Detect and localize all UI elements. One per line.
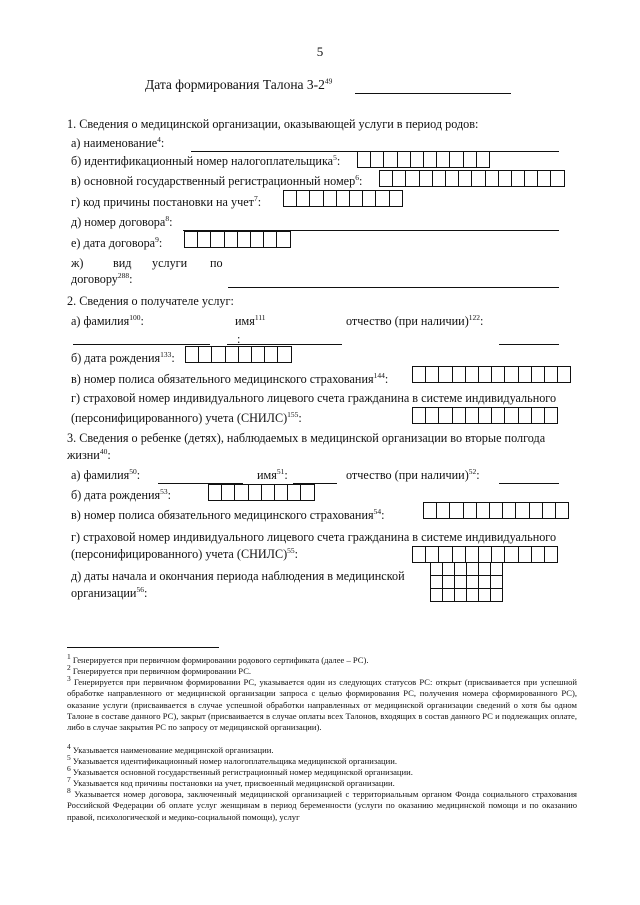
section3-heading-line1: 3. Сведения о ребенке (детях), наблюдаемых в медицинской организации во вторые полгода <box>67 431 546 445</box>
recipient-name-field[interactable] <box>227 344 342 345</box>
ogrn-boxes[interactable] <box>379 170 565 187</box>
inn-label: б) идентификационный номер налогоплательщика$^5$: <box>71 152 341 168</box>
service-type-word-2: вид <box>113 256 132 270</box>
section3-heading-line2: жизни$^{40}$: <box>67 446 111 462</box>
recipient-name-label: имя$^{111}$ <box>235 312 266 328</box>
recipient-policy-label: в) номер полиса обязательного медицинского страхования$^{144}$: <box>71 370 389 386</box>
recipient-snils-label-line1: г) страховой номер индивидуального лицевого счета гражданина в системе индивидуального <box>71 391 557 405</box>
child-snils-boxes[interactable] <box>412 546 558 563</box>
observation-period-label-line1: д) даты начала и окончания периода наблюдения в медицинской <box>71 569 405 583</box>
contract-date-label: е) дата договора$^9$: <box>71 234 163 250</box>
recipient-snils-label-line2: (персонифицированного) учета (СНИЛС)$^{155}$: <box>71 409 302 425</box>
service-type-word-1: ж) <box>71 256 84 270</box>
recipient-birthdate-label: б) дата рождения$^{133}$: <box>71 349 175 365</box>
recipient-surname-field[interactable] <box>73 344 210 345</box>
recipient-patronymic-field[interactable] <box>499 344 559 345</box>
talon-date-label: Дата формирования Талона $3-2^{49}$ <box>145 76 333 92</box>
child-snils-label-line2: (персонифицированного) учета (СНИЛС)$^{55}$: <box>71 545 299 561</box>
footnote-separator <box>67 647 219 648</box>
child-policy-label: в) номер полиса обязательного медицинского страхования$^{54}$: <box>71 506 385 522</box>
org-name-label: а) наименование$^4$: <box>71 134 165 150</box>
observation-period-label-line2: организации$^{56}$: <box>71 584 148 600</box>
recipient-patronymic-label: отчество (при наличии)$^{122}$: <box>346 312 484 328</box>
child-name-label: имя$^{51}$: <box>257 466 288 482</box>
recipient-policy-boxes[interactable] <box>412 366 571 383</box>
section1-heading: 1. Сведения о медицинской организации, оказывающей услуги в период родов: <box>67 117 479 131</box>
service-type-word-3: услуги <box>152 256 188 270</box>
footnote-8: $^8$ Указывается номер договора, заключенный медицинской организацией с территориальным органом Фонда социального страхования Российской Федерации об оплате услуг женщинам в период беременности (услуги по оказанию медицинской помощи и по оказанию правой, психологической и медико-социальной помощи), услуг <box>67 786 577 822</box>
child-snils-label-line1: г) страховой номер индивидуального лицевого счета гражданина в системе индивидуального <box>71 530 557 544</box>
footnote-4: $^4$ Указывается наименование медицинской организации. <box>67 742 274 755</box>
kpp-label: г) код причины постановки на учет$^7$: <box>71 193 262 209</box>
contract-date-boxes[interactable] <box>184 231 291 248</box>
child-birthdate-label: б) дата рождения$^{53}$: <box>71 486 171 502</box>
footnote-5: $^5$ Указывается идентификационный номер налогоплательщика медицинской организации. <box>67 753 397 766</box>
service-type-word-4: по <box>210 256 223 270</box>
contract-number-label: д) номер договора$^8$: <box>71 213 173 229</box>
service-type-field[interactable] <box>228 287 559 288</box>
child-policy-boxes[interactable] <box>423 502 569 519</box>
footnote-6: $^6$ Указывается основной государственный регистрационный номер медицинской организации. <box>67 764 413 777</box>
inn-boxes[interactable] <box>357 151 490 168</box>
ogrn-label: в) основной государственный регистрационный номер$^6$: <box>71 172 363 188</box>
child-patronymic-label: отчество (при наличии)$^{52}$: <box>346 466 480 482</box>
footnote-7: $^7$ Указывается код причины постановки на учет, присвоенный медицинской организации. <box>67 775 395 788</box>
recipient-snils-boxes[interactable] <box>412 407 558 424</box>
service-type-label-line2: договору$^{288}$: <box>71 270 133 286</box>
observation-period-grid[interactable] <box>430 562 503 602</box>
child-patronymic-field[interactable] <box>499 483 559 484</box>
kpp-boxes[interactable] <box>283 190 403 207</box>
section2-heading: 2. Сведения о получателе услуг: <box>67 294 234 308</box>
recipient-birthdate-boxes[interactable] <box>185 346 292 363</box>
recipient-name-colon: : <box>237 332 241 346</box>
page-number: 5 <box>316 44 324 59</box>
talon-date-field[interactable] <box>355 93 511 94</box>
footnote-3: $^3$ Генерируется при первичном формировании РС, указывается один из следующих статусов РС: открыт (присваивается при успешной обработке направленного от медицинской организации запроса с целью формирования РС, получения номера сформированного РС), оказание услуги (присваивается в случае успешной обработки направленных от медицинской организации сведений о хотя бы одном Талоне в составе данного РС), закрыт (присваивается в случае оплаты всех Талонов, входящих в состав данного РС и подлежащих оплате, либо в случае закрытия РС по запросу от медицинской организации). <box>67 674 577 733</box>
footnote-1: $^1$ Генерируется при первичном формировании родового сертификата (далее – РС). <box>67 652 369 665</box>
child-surname-label: а) фамилия$^{50}$: <box>71 466 141 482</box>
child-birthdate-boxes[interactable] <box>208 484 315 501</box>
recipient-surname-label: а) фамилия$^{100}$: <box>71 312 144 328</box>
footnote-2: $^2$ Генерируется при первичном формировании РС. <box>67 663 252 676</box>
